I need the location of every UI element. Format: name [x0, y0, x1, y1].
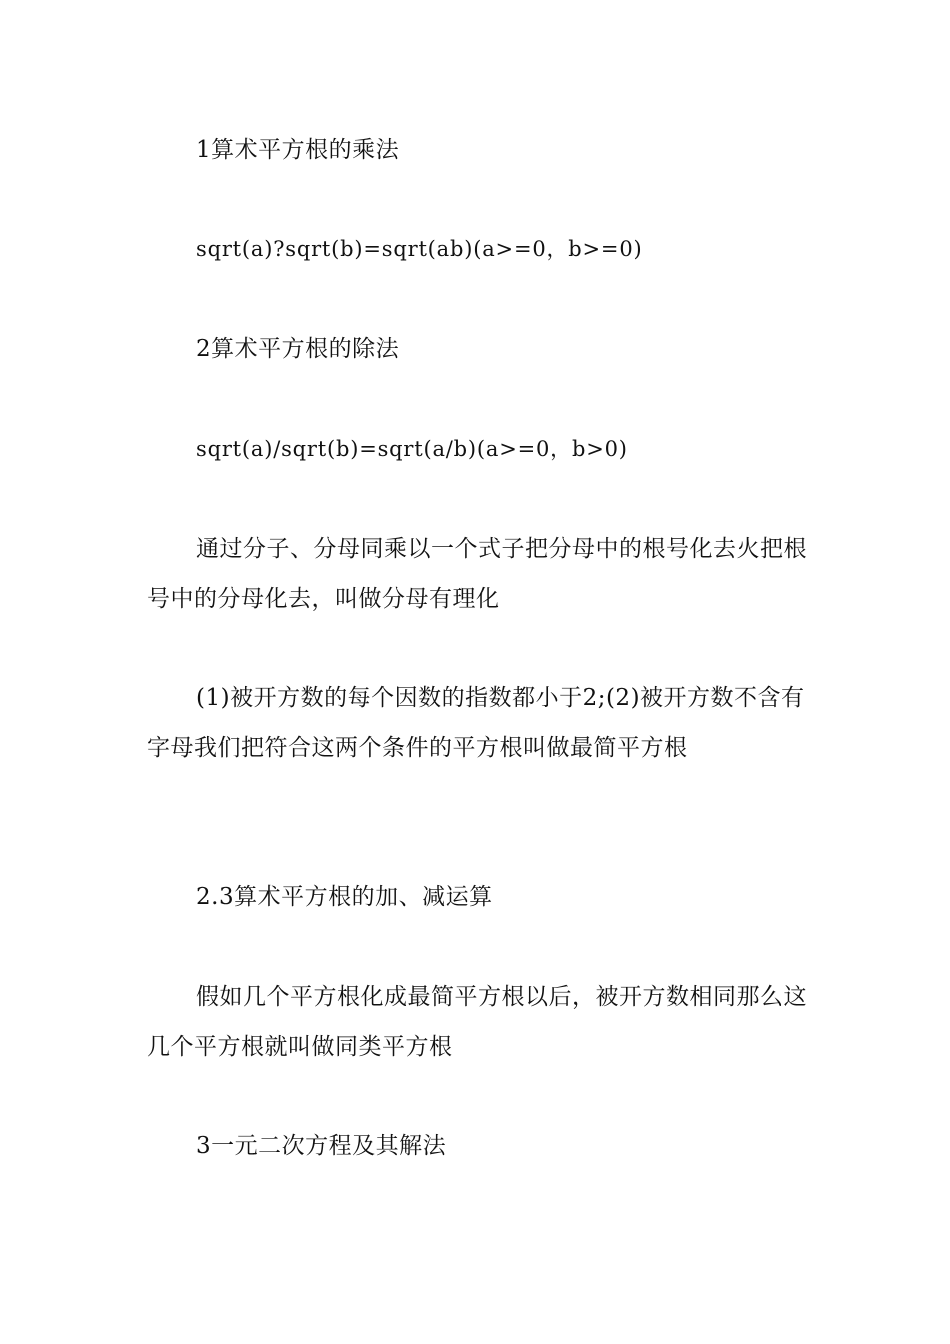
formula-division: sqrt(a)/sqrt(b)=sqrt(a/b)(a>=0，b>0) — [196, 437, 628, 461]
formula-multiplication: sqrt(a)?sqrt(b)=sqrt(ab)(a>=0，b>=0) — [196, 237, 643, 261]
heading-quadratic-equation: 3一元二次方程及其解法 — [196, 1133, 447, 1159]
heading-multiplication: 1算术平方根的乘法 — [196, 137, 400, 163]
paragraph-rationalization: 通过分子、分母同乘以一个式子把分母中的根号化去火把根号中的分母化去，叫做分母有理化 — [147, 536, 807, 612]
paragraph-simplest-root: (1)被开方数的每个因数的指数都小于2;(2)被开方数不含有字母我们把符合这两个条件的平方根叫做最简平方根 — [147, 685, 805, 761]
paragraph-like-roots: 假如几个平方根化成最简平方根以后，被开方数相同那么这几个平方根就叫做同类平方根 — [147, 984, 807, 1060]
heading-addition-subtraction: 2.3算术平方根的加、减运算 — [196, 884, 493, 910]
heading-division: 2算术平方根的除法 — [196, 336, 400, 362]
